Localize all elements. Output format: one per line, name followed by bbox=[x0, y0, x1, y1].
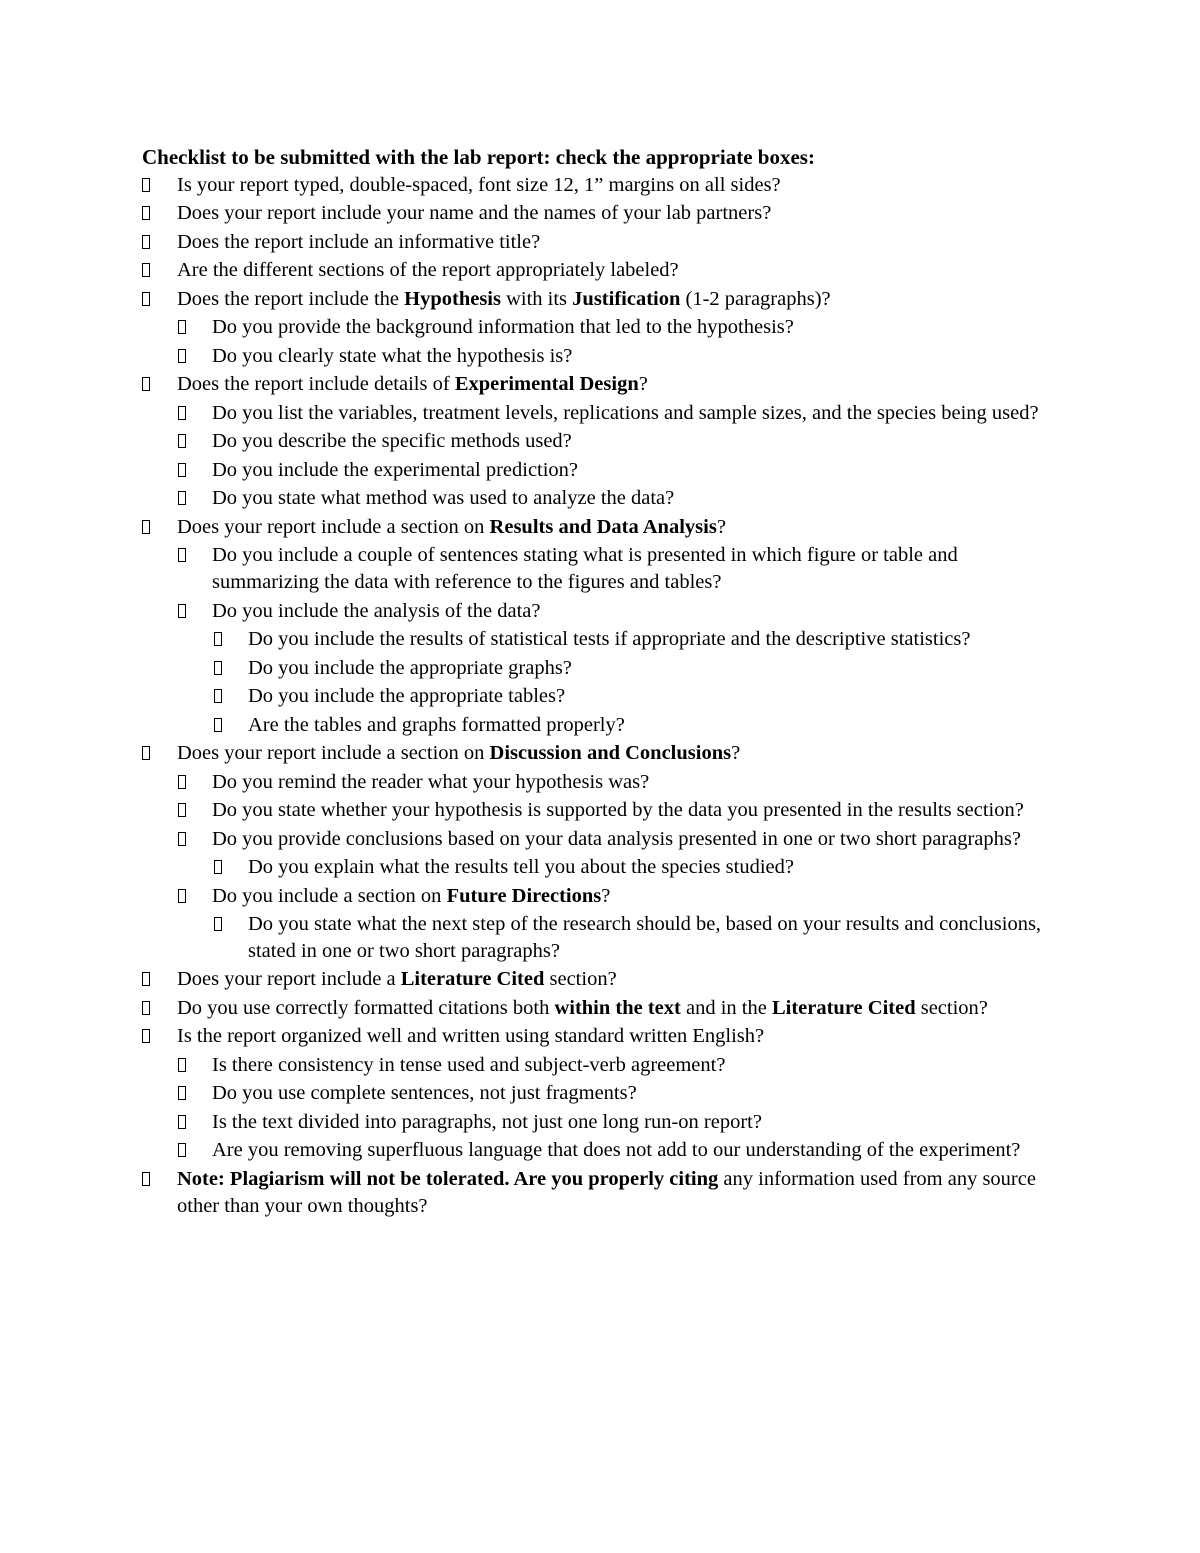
checklist-item-text bbox=[248, 913, 1041, 962]
checklist-item bbox=[142, 1109, 1062, 1136]
checkbox-icon[interactable] bbox=[142, 1029, 150, 1043]
text-run: Do you include a section on bbox=[212, 884, 447, 907]
checklist-item bbox=[142, 995, 1062, 1022]
checklist-item bbox=[142, 1023, 1062, 1050]
checkbox-icon[interactable] bbox=[214, 860, 222, 874]
text-run: Do you clearly state what the hypothesis is? bbox=[212, 344, 573, 367]
text-run: Are you removing superfluous language that does not add to our understanding of the experiment? bbox=[212, 1139, 1021, 1162]
text-run: Does your report include a section on bbox=[177, 742, 490, 764]
text-run: ? bbox=[601, 884, 611, 907]
text-run: Are the tables and graphs formatted properly? bbox=[248, 713, 625, 736]
checklist-item-text bbox=[248, 685, 565, 707]
checkbox-icon[interactable] bbox=[178, 406, 186, 420]
text-run: Does the report include the bbox=[177, 287, 405, 310]
checkbox-icon[interactable] bbox=[178, 548, 186, 562]
text-run: Do you remind the reader what your hypothesis was? bbox=[212, 770, 650, 793]
checkbox-icon[interactable] bbox=[142, 1172, 150, 1186]
checklist-item bbox=[142, 172, 1062, 199]
checklist-heading: Checklist to be submitted with the lab report: check the appropriate boxes: bbox=[142, 145, 815, 169]
text-run: any information used from any source other than your own thoughts? bbox=[177, 1167, 1036, 1217]
checklist-item bbox=[142, 769, 1062, 796]
checklist-item bbox=[142, 343, 1062, 370]
text-run: with its bbox=[500, 287, 573, 310]
checkbox-icon[interactable] bbox=[142, 520, 150, 534]
checklist-item-text bbox=[212, 885, 610, 907]
checklist-item bbox=[142, 966, 1062, 993]
text-run: Do you describe the specific methods used? bbox=[212, 430, 572, 453]
checklist-item bbox=[142, 655, 1062, 682]
text-run: Do you state what method was used to analyze the data? bbox=[212, 487, 675, 510]
checklist-item bbox=[142, 371, 1062, 398]
checklist-item bbox=[142, 1166, 1062, 1220]
text-run: ? bbox=[638, 373, 648, 396]
checklist-item-text bbox=[212, 1139, 1020, 1161]
checklist-item-text bbox=[177, 997, 988, 1019]
text-run: Do you include the results of statistical tests if appropriate and the descriptive statistics? bbox=[248, 628, 971, 650]
checkbox-icon[interactable] bbox=[214, 689, 222, 703]
checkbox-icon[interactable] bbox=[178, 832, 186, 846]
text-run: Is your report typed, double-spaced, font size 12, 1” margins on all sides? bbox=[177, 173, 781, 196]
checkbox-icon[interactable] bbox=[178, 1115, 186, 1129]
checklist-item bbox=[142, 286, 1062, 313]
text-run: and in the bbox=[680, 996, 772, 1019]
text-run: Do you include the experimental prediction? bbox=[212, 458, 579, 481]
bold-term: Discussion and Conclusions bbox=[489, 742, 732, 764]
checklist-item-text bbox=[177, 202, 771, 224]
bold-term: Justification bbox=[572, 287, 681, 310]
checkbox-icon[interactable] bbox=[178, 803, 186, 817]
checkbox-icon[interactable] bbox=[178, 889, 186, 903]
bold-term: Hypothesis bbox=[404, 287, 501, 310]
text-run: Do you list the variables, treatment levels, replications and sample sizes, and the species being used? bbox=[212, 401, 1039, 424]
checklist-item bbox=[142, 485, 1062, 512]
checklist-item-text bbox=[212, 345, 572, 367]
checkbox-icon[interactable] bbox=[214, 718, 222, 732]
checklist-item bbox=[142, 229, 1062, 256]
checkbox-icon[interactable] bbox=[178, 320, 186, 334]
checklist-item bbox=[142, 598, 1062, 625]
text-run: Does the report include an informative title? bbox=[177, 230, 541, 253]
checklist-item bbox=[142, 683, 1062, 710]
text-run: Do you include the appropriate tables? bbox=[248, 685, 566, 707]
bold-term: Literature Cited bbox=[400, 968, 545, 991]
checklist-item bbox=[142, 457, 1062, 484]
bold-term: Future Directions bbox=[446, 884, 602, 907]
checkbox-icon[interactable] bbox=[214, 661, 222, 675]
checkbox-icon[interactable] bbox=[178, 1058, 186, 1072]
checklist-item-text bbox=[177, 1168, 1036, 1217]
checklist-item-text bbox=[248, 628, 970, 650]
text-run: section? bbox=[544, 968, 617, 991]
checklist-item-text bbox=[177, 742, 740, 764]
checklist-item-text bbox=[212, 799, 1024, 821]
text-run: Do you explain what the results tell you about the species studied? bbox=[248, 856, 794, 878]
text-run: (1-2 paragraphs)? bbox=[680, 287, 831, 310]
checkbox-icon[interactable] bbox=[178, 491, 186, 505]
text-run: Do you include the analysis of the data? bbox=[212, 599, 541, 622]
checklist-item-text bbox=[212, 487, 674, 509]
checklist-item-text bbox=[212, 544, 958, 593]
bold-term: within the text bbox=[554, 996, 681, 1019]
bold-term: Results and Data Analysis bbox=[489, 515, 717, 538]
bold-term: Experimental Design bbox=[454, 373, 639, 396]
checklist-item bbox=[142, 883, 1062, 910]
checklist-item bbox=[142, 740, 1062, 767]
checklist-item-text bbox=[212, 771, 649, 793]
checkbox-icon[interactable] bbox=[178, 349, 186, 363]
checklist-item-text bbox=[248, 856, 794, 878]
checklist-item-text bbox=[177, 968, 617, 990]
checkbox-icon[interactable] bbox=[214, 632, 222, 646]
checklist-item bbox=[142, 1052, 1062, 1079]
text-run: Does your report include a bbox=[177, 968, 401, 991]
checkbox-icon[interactable] bbox=[142, 292, 150, 306]
checklist-item-text bbox=[212, 316, 794, 338]
text-run: Do you use correctly formatted citations both bbox=[177, 996, 555, 1019]
bold-term: Literature Cited bbox=[771, 996, 916, 1019]
checklist-item bbox=[142, 797, 1062, 824]
checklist-item-text bbox=[177, 516, 726, 538]
checkbox-icon[interactable] bbox=[142, 178, 150, 192]
text-run: Do you include the appropriate graphs? bbox=[248, 656, 572, 679]
checklist-item bbox=[142, 314, 1062, 341]
bold-term: Note: Plagiarism will not be tolerated. Are you properly citing bbox=[177, 1167, 719, 1190]
checklist-item-text bbox=[212, 828, 1021, 850]
checkbox-icon[interactable] bbox=[178, 604, 186, 618]
checklist-item bbox=[142, 1137, 1062, 1164]
checklist-item-text bbox=[248, 657, 572, 679]
checklist-item-text bbox=[248, 714, 625, 736]
checkbox-icon[interactable] bbox=[214, 917, 222, 931]
checklist-item bbox=[142, 826, 1062, 853]
checklist-item bbox=[142, 626, 1062, 653]
checkbox-icon[interactable] bbox=[142, 972, 150, 986]
checklist-item-text bbox=[212, 600, 540, 622]
text-run: Do you provide conclusions based on your data analysis presented in one or two short paragraphs? bbox=[212, 827, 1021, 850]
text-run: Is the report organized well and written using standard written English? bbox=[177, 1025, 765, 1048]
checkbox-icon[interactable] bbox=[178, 463, 186, 477]
checklist bbox=[142, 172, 1062, 1220]
text-run: ? bbox=[731, 742, 741, 764]
checklist-item bbox=[142, 1080, 1062, 1107]
checkbox-icon[interactable] bbox=[142, 263, 150, 277]
checklist-item-text bbox=[177, 288, 831, 310]
checklist-item bbox=[142, 542, 1062, 596]
text-run: Do you state what the next step of the research should be, based on your results and conclusions, stated in one or two short paragraphs? bbox=[248, 913, 1042, 962]
checklist-item-text bbox=[177, 373, 648, 395]
checkbox-icon[interactable] bbox=[178, 434, 186, 448]
checkbox-icon[interactable] bbox=[142, 235, 150, 249]
checkbox-icon[interactable] bbox=[178, 1143, 186, 1157]
text-run: Do you include a couple of sentences stating what is presented in which figure or table and summarizing the data with reference to the figures and tables? bbox=[212, 544, 958, 593]
checklist-item-text bbox=[212, 1111, 762, 1133]
checkbox-icon[interactable] bbox=[142, 206, 150, 220]
checklist-item bbox=[142, 257, 1062, 284]
text-run: Does the report include details of bbox=[177, 373, 455, 396]
text-run: Do you state whether your hypothesis is supported by the data you presented in the results section? bbox=[212, 799, 1024, 821]
checklist-item-text bbox=[177, 174, 781, 196]
checklist-item bbox=[142, 911, 1062, 965]
checkbox-icon[interactable] bbox=[142, 1001, 150, 1015]
text-run: Is the text divided into paragraphs, not just one long run-on report? bbox=[212, 1110, 762, 1133]
checkbox-icon[interactable] bbox=[178, 775, 186, 789]
checklist-item-text bbox=[212, 402, 1039, 424]
text-run: Does your report include a section on bbox=[177, 515, 490, 538]
checklist-item-text bbox=[177, 1025, 764, 1047]
checklist-item bbox=[142, 200, 1062, 227]
checkbox-icon[interactable] bbox=[142, 746, 150, 760]
checklist-document bbox=[142, 143, 1062, 1221]
text-run: section? bbox=[915, 996, 988, 1019]
text-run: ? bbox=[716, 515, 726, 538]
text-run: Are the different sections of the report appropriately labeled? bbox=[177, 259, 679, 282]
checklist-item bbox=[142, 514, 1062, 541]
text-run: Do you provide the background information that led to the hypothesis? bbox=[212, 316, 794, 339]
checklist-item-text bbox=[177, 259, 679, 281]
checklist-item-text bbox=[212, 459, 578, 481]
checklist-item bbox=[142, 428, 1062, 455]
checklist-item-text bbox=[212, 430, 572, 452]
checklist-item bbox=[142, 400, 1062, 427]
checkbox-icon[interactable] bbox=[178, 1086, 186, 1100]
checklist-item-text bbox=[212, 1082, 637, 1104]
checklist-item bbox=[142, 712, 1062, 739]
checklist-item-text bbox=[212, 1054, 725, 1076]
checkbox-icon[interactable] bbox=[142, 377, 150, 391]
checklist-item bbox=[142, 854, 1062, 881]
text-run: Do you use complete sentences, not just fragments? bbox=[212, 1082, 637, 1105]
text-run: Is there consistency in tense used and subject-verb agreement? bbox=[212, 1053, 726, 1076]
checklist-item-text bbox=[177, 231, 540, 253]
text-run: Does your report include your name and the names of your lab partners? bbox=[177, 202, 772, 225]
